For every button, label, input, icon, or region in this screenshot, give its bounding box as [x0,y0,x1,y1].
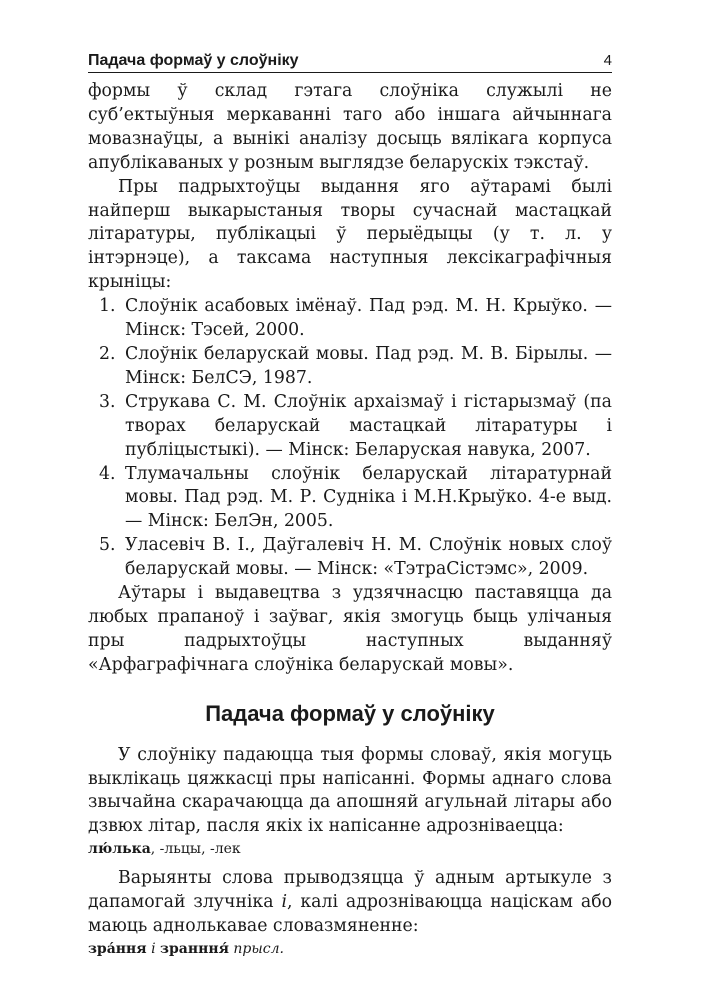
source-number: 3. [99,391,116,412]
intro-paragraph-continued: формы ў склад гэтага слоўніка служылі не суб’ектыўныя меркаванні таго або іншага айчыннага мовазнаўцы, а вынікі аналізу досыць вялікага корпуса апублікаваных у розным выглядзе беларускіх тэкстаў. [88,81,612,173]
page-content [88,80,612,967]
section-paragraph-variants [88,867,612,939]
source-number: 1. [99,296,116,317]
section-paragraph-forms: У слоўніку падаюцца тыя формы словаў, якія могуць выклікаць цяжкасці пры напісанні. Формы аднаго слова звычайна скарачаюцца да апошняй агульнай літары або дзвюх літар, пасля якіх іх напісанне адрозніваецца: [88,744,612,837]
section-heading: Падача формаў у слоўніку [205,700,495,726]
source-number: 2. [99,343,116,364]
running-header [88,52,612,73]
variants-text-before: Варыянты слова прыводзяцца ў адным артыкуле з дапамогай злучніка [88,868,612,913]
closing-paragraph: Аўтары і выдавецтва з удзячнасцю паставяцца да любых прапаноў і заўваг, якія змогуць быць улічаныя пры падрыхтоўцы наступных выданняў «Арфаграфічнага слоўніка беларускай мовы». [88,583,612,675]
source-number: 5. [99,535,116,556]
example-variant-2: зранння́ [160,941,229,957]
source-item [88,534,612,582]
source-text: Тлумачальны слоўнік беларускай літаратурнай мовы. Пад рэд. М. Р. Судніка і М.Н.Крыўко. 4-е выд. — Мінск: БелЭн, 2005. [125,463,612,532]
source-number: 4. [99,463,116,484]
example-forms [88,839,612,859]
intro-paragraph-sources: Пры падрыхтоўцы выдання яго аўтарамі былі найперш выкарыстаныя творы сучаснай мастацкай літаратуры, публікацыі ў перыёдыцы (у т. л. у інтэрнэце), а таксама наступныя лексікаграфічныя крыніцы: [88,176,612,293]
source-item [88,295,612,343]
source-item [88,391,612,463]
variants-text-after: , калі адрозніваюцца націскам або маюць аднолькавае словазмяненне: [88,892,612,937]
example-inflections: , -льцы, -лек [150,841,241,858]
running-header-title: Падача формаў у слоўніку [88,52,305,70]
source-text: Слоўнік асабовых імёнаў. Пад рэд. М. Н. Крыўко. — Мінск: Тэсей, 2000. [125,296,612,341]
page-number: 4 [603,52,612,69]
example-variants [88,939,612,959]
example-variant-conjunction: і [151,941,156,957]
source-item [88,463,612,535]
source-item [88,343,612,391]
example-variant-1: зра́ння [88,941,147,957]
variants-conjunction: і [281,892,287,913]
sources-list [88,295,612,582]
source-text: Уласевіч В. І., Даўгалевіч Н. М. Слоўнік новых слоў беларускай мовы. — Мінск: «ТэтраСістэмс», 2009. [125,535,612,580]
source-text: Слоўнік беларускай мовы. Пад рэд. М. В. Бірылы. — Мінск: БелСЭ, 1987. [125,343,612,388]
source-text: Струкава С. М. Слоўнік архаізмаў і гістарызмаў (па творах беларускай мастацкай літаратуры і публіцыстыкі). — Мінск: Беларуская навука, 2007. [125,391,612,460]
example-part-of-speech: прысл. [233,941,284,957]
example-headword: лю́лька [88,841,151,858]
